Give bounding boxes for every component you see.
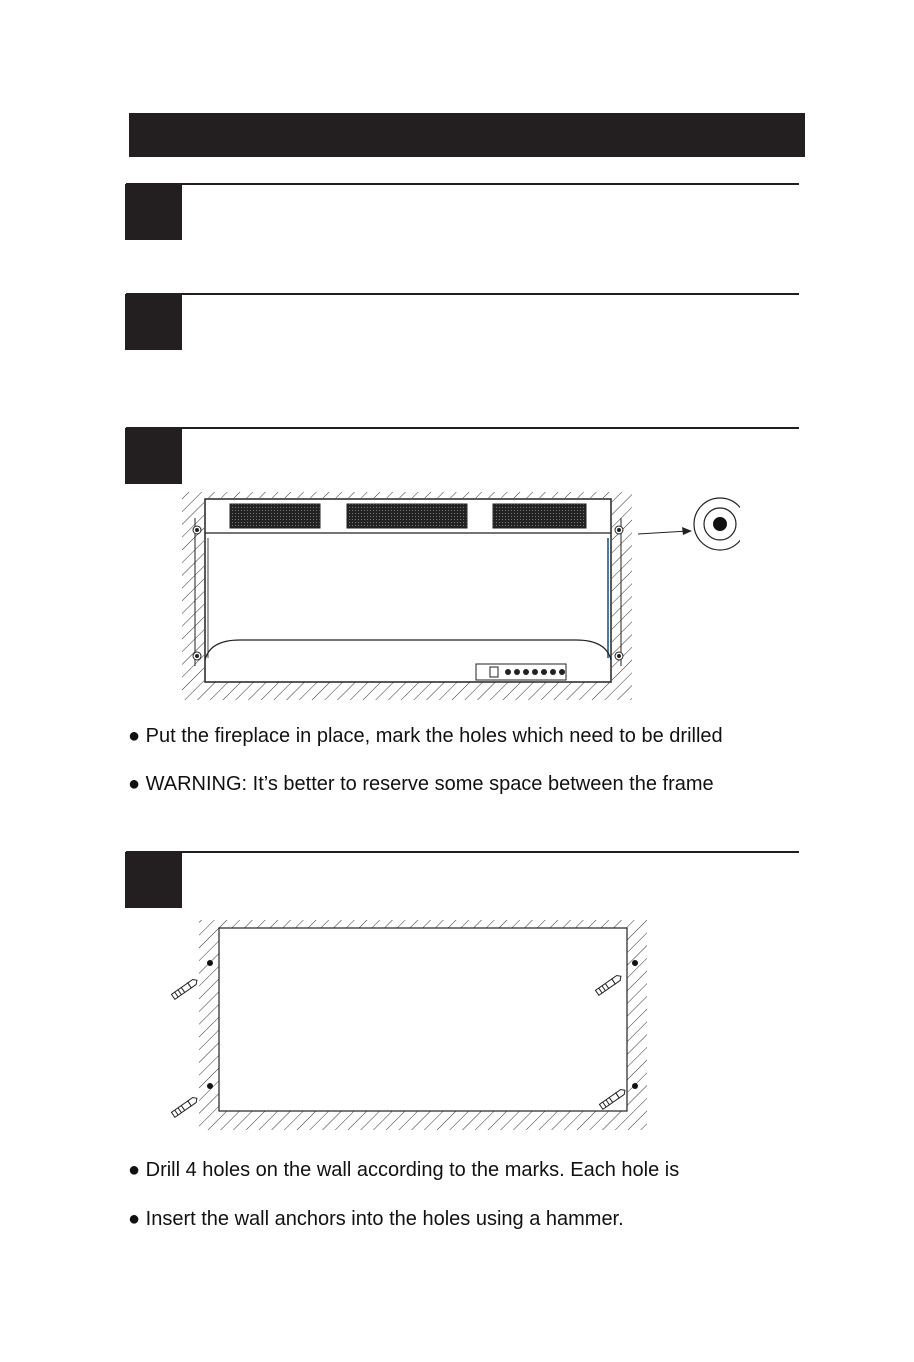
- step-3-bullet-2: ● WARNING: It’s better to reserve some space between the frame: [128, 773, 714, 795]
- fireplace-front-diagram: [180, 488, 750, 704]
- step-1-rule: [126, 183, 799, 185]
- step-4-bullet-2: ● Insert the wall anchors into the holes using a hammer.: [128, 1208, 624, 1230]
- wall-drilling-diagram: [165, 918, 655, 1134]
- step-3-rule: [126, 427, 799, 429]
- step-2-rule: [126, 293, 799, 295]
- step-3-bullet-1: ● Put the fireplace in place, mark the holes which need to be drilled: [128, 725, 723, 747]
- step-4-rule: [126, 851, 799, 853]
- step-4-number-box: [125, 852, 182, 908]
- step-3-number-box: [125, 428, 182, 484]
- section-title-bar: [129, 113, 805, 157]
- mounting-hole-detail-icon: [694, 498, 746, 550]
- step-4-bullet-1: ● Drill 4 holes on the wall according to the marks. Each hole is: [128, 1159, 680, 1181]
- step-2-number-box: [125, 294, 182, 350]
- step-1-number-box: [125, 184, 182, 240]
